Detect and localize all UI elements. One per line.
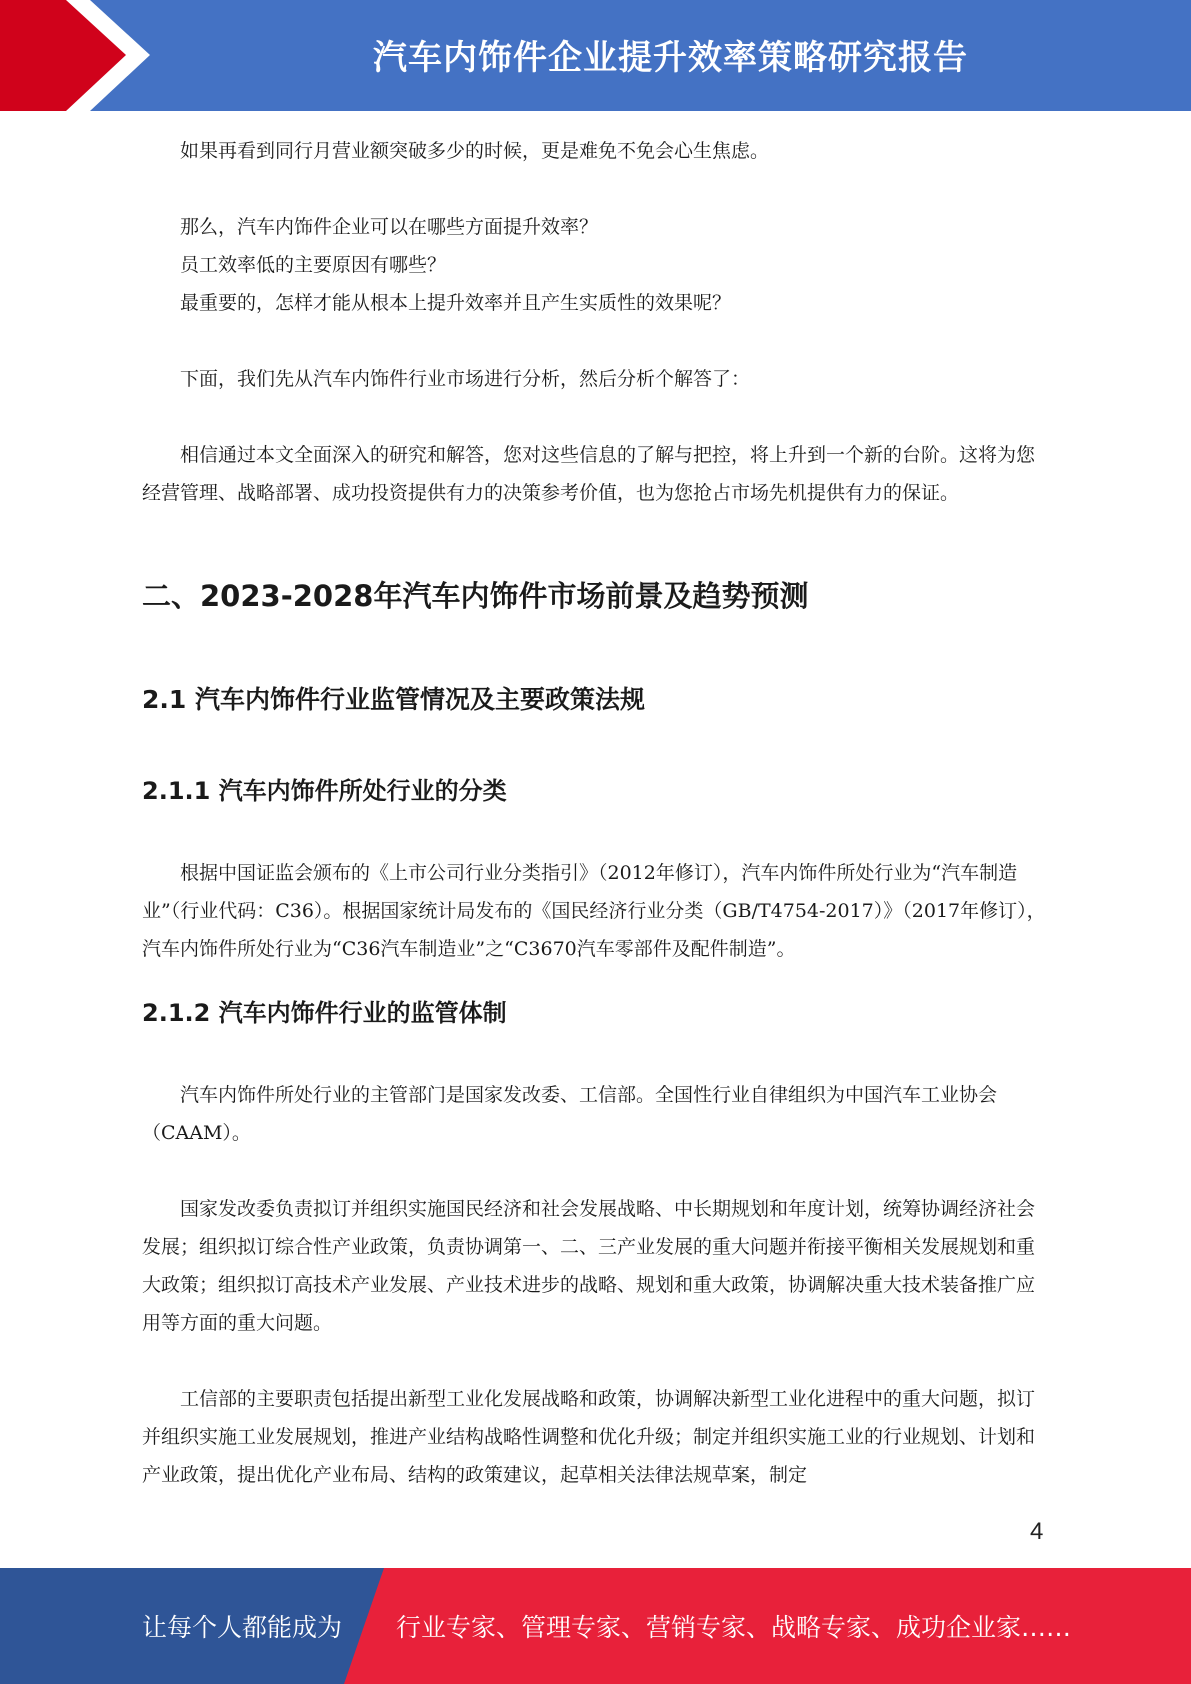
- document-title: 汽车内饰件企业提升效率策略研究报告: [373, 37, 968, 78]
- footer-slogan-left: 让每个人都能成为: [142, 1613, 343, 1642]
- header-chevron-decoration: [0, 0, 160, 111]
- paragraph: 相信通过本文全面深入的研究和解答，您对这些信息的了解与把控，将上升到一个新的台阶。这将为您经营管理、战略部署、成功投资提供有力的决策参考价值，也为您抢占市场先机提供有力的保证。: [142, 444, 1036, 504]
- subsubsection-heading: 2.1.1 汽车内饰件所处行业的分类: [142, 777, 507, 805]
- paragraph: 国家发改委负责拟订并组织实施国民经济和社会发展战略、中长期规划和年度计划，统筹协调经济社会发展；组织拟订综合性产业政策，负责协调第一、二、三产业发展的重大问题并衔接平衡相关发展规划和重大政策；组织拟订高技术产业发展、产业技术进步的战略、规划和重大政策，协调解决重大技术装备推广应用等方面的重大问题。: [142, 1198, 1036, 1334]
- footer-band: [0, 1568, 1191, 1684]
- section-heading: 二、2023-2028年汽车内饰件市场前景及趋势预测: [142, 579, 809, 613]
- subsection-heading: 2.1 汽车内饰件行业监管情况及主要政策法规: [142, 685, 645, 714]
- paragraph: 如果再看到同行月营业额突破多少的时候，更是难免不免会心生焦虑。: [180, 140, 770, 162]
- paragraph: 最重要的，怎样才能从根本上提升效率并且产生实质性的效果呢？: [180, 292, 732, 314]
- subsubsection-heading: 2.1.2 汽车内饰件行业的监管体制: [142, 999, 507, 1027]
- paragraph: 那么，汽车内饰件企业可以在哪些方面提升效率？: [180, 216, 599, 238]
- paragraph: 员工效率低的主要原因有哪些？: [180, 254, 447, 276]
- paragraph: 根据中国证监会颁布的《上市公司行业分类指引》（2012年修订），汽车内饰件所处行业为“汽车制造业”（行业代码：C36）。根据国家统计局发布的《国民经济行业分类（GB/T4754-2017）》（2017年修订），汽车内饰件所处行业为“C36汽车制造业”之“C3670汽车零部件及配件制造”。: [142, 862, 1046, 960]
- footer-slogan-right: 行业专家、管理专家、营销专家、战略专家、成功企业家……: [396, 1613, 1072, 1642]
- paragraph: 工信部的主要职责包括提出新型工业化发展战略和政策，协调解决新型工业化进程中的重大问题，拟订并组织实施工业发展规划，推进产业结构战略性调整和优化升级；制定并组织实施工业的行业规划、计划和产业政策，提出优化产业布局、结构的政策建议，起草相关法律法规草案，制定: [142, 1388, 1036, 1486]
- page-number: 4: [1030, 1518, 1044, 1545]
- header-band: [0, 0, 1191, 111]
- paragraph: 汽车内饰件所处行业的主管部门是国家发改委、工信部。全国性行业自律组织为中国汽车工业协会（CAAM）。: [142, 1084, 998, 1144]
- paragraph: 下面，我们先从汽车内饰件行业市场进行分析，然后分析个解答了：: [180, 368, 751, 390]
- document-body: [142, 132, 1046, 1494]
